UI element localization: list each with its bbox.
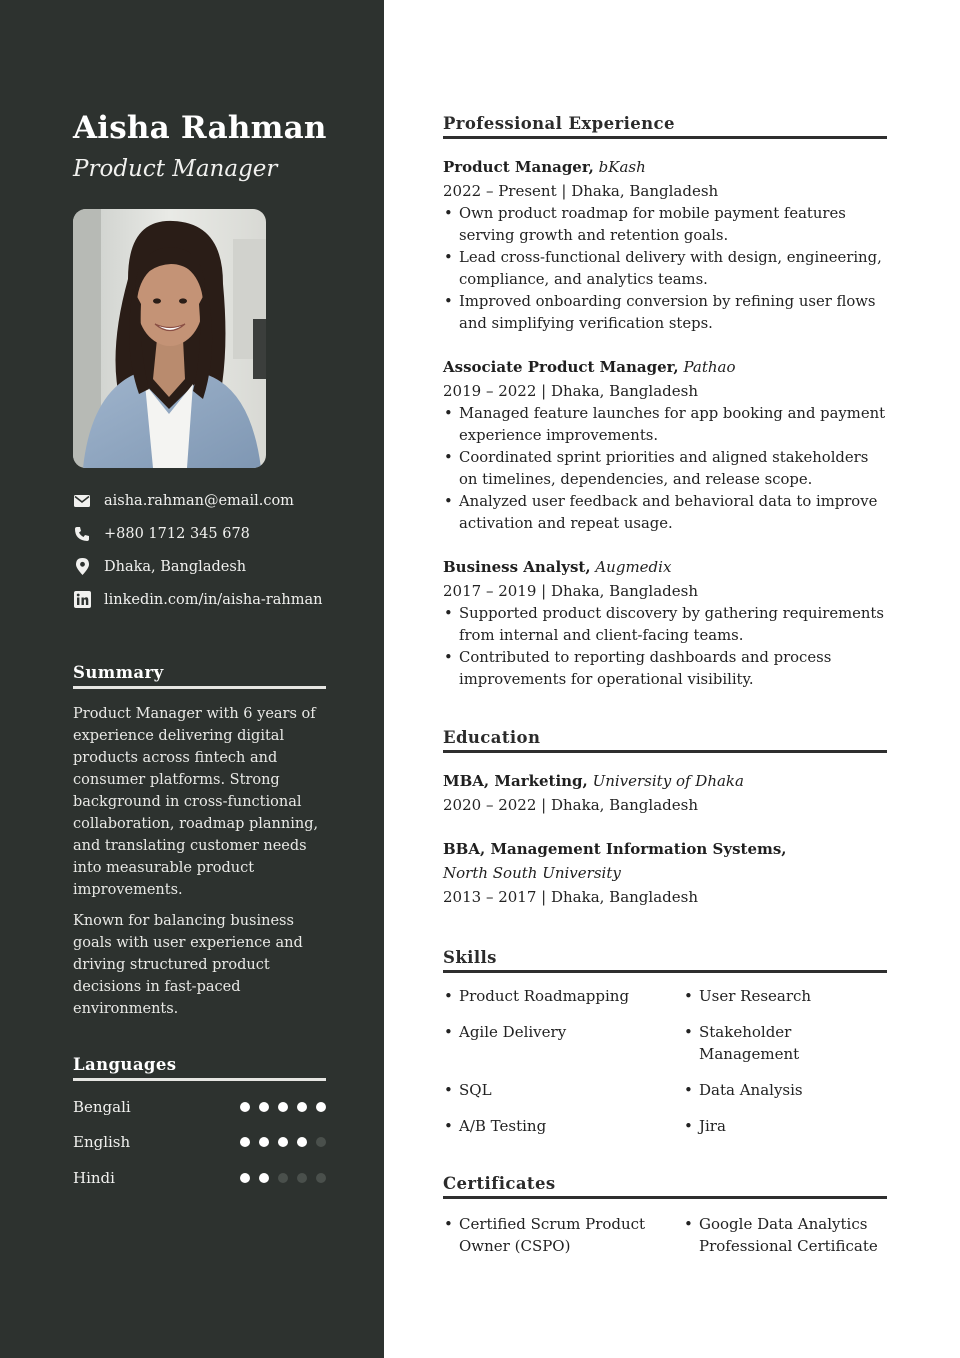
education-meta: 2020 – 2022 | Dhaka, Bangladesh: [443, 796, 698, 814]
level-dot-filled: [297, 1102, 307, 1112]
skill-item: • Jira: [683, 1115, 887, 1137]
education-degree: [443, 837, 887, 885]
contact-phone-text: +880 1712 345 678: [104, 525, 250, 542]
level-dot-filled: [240, 1102, 250, 1112]
contact-phone[interactable]: [73, 517, 353, 550]
level-dot-empty: [316, 1173, 326, 1183]
contact-linkedin-text: linkedin.com/in/aisha-rahman: [104, 591, 323, 608]
skill-item: • A/B Testing: [443, 1115, 683, 1137]
level-dot-filled: [240, 1137, 250, 1147]
level-dot-empty: [316, 1137, 326, 1147]
language-name: Bengali: [73, 1097, 131, 1116]
job-bullet: • Managed feature launches for app booking and payment experience improvements.: [443, 403, 887, 447]
job-meta: 2017 – 2019 | Dhaka, Bangladesh: [443, 582, 698, 600]
job-role: Product Manager,: [443, 158, 594, 176]
education-degree: [443, 769, 887, 793]
level-dot-empty: [278, 1173, 288, 1183]
location-pin-icon: [73, 558, 91, 576]
language-level-dots: [240, 1173, 326, 1183]
languages-section: [73, 1055, 326, 1196]
language-level-dots: [240, 1102, 326, 1112]
main-column: [443, 114, 887, 1257]
job-bullets: [443, 403, 887, 535]
job-title: [443, 155, 887, 179]
education-meta: 2013 – 2017 | Dhaka, Bangladesh: [443, 888, 698, 906]
skills-heading: Skills: [443, 948, 887, 973]
language-list: [73, 1089, 326, 1196]
certificates-section: [443, 1174, 887, 1257]
linkedin-icon: [73, 591, 91, 609]
job-bullet: • Lead cross-functional delivery with design, engineering, compliance, and analytics teams.: [443, 247, 887, 291]
certificate-item: • Certified Scrum Product Owner (CSPO): [443, 1213, 683, 1257]
level-dot-filled: [240, 1173, 250, 1183]
mail-icon: [73, 492, 91, 510]
job-title: [443, 555, 887, 579]
languages-heading: Languages: [73, 1055, 326, 1081]
language-name: English: [73, 1133, 131, 1152]
education-entry: [443, 769, 887, 817]
job-bullets: [443, 203, 887, 335]
level-dot-empty: [297, 1173, 307, 1183]
job-bullet: • Coordinated sprint priorities and aligned stakeholders on timelines, dependencies, and release scope.: [443, 447, 887, 491]
job-bullet: • Analyzed user feedback and behavioral data to improve activation and repeat usage.: [443, 491, 887, 535]
skills-section: [443, 948, 887, 1137]
skill-item: • Agile Delivery: [443, 1021, 683, 1065]
degree-name: BBA, Management Information Systems,: [443, 840, 787, 858]
summary-section: [73, 663, 326, 1020]
job-company: bKash: [598, 158, 646, 176]
level-dot-filled: [297, 1137, 307, 1147]
experience-section: [443, 114, 887, 691]
job-title: [443, 355, 887, 379]
summary-heading: Summary: [73, 663, 326, 689]
language-item: [73, 1160, 326, 1196]
sidebar: [0, 0, 384, 1358]
job-bullet: • Improved onboarding conversion by refining user flows and simplifying verification steps.: [443, 291, 887, 335]
name-block: [73, 108, 326, 184]
certificates-heading: Certificates: [443, 1174, 887, 1199]
skill-item: • Product Roadmapping: [443, 985, 683, 1007]
contact-location-text: Dhaka, Bangladesh: [104, 558, 247, 575]
phone-icon: [73, 525, 91, 543]
language-item: [73, 1125, 326, 1161]
job-bullets: [443, 603, 887, 691]
job-role: Business Analyst,: [443, 558, 591, 576]
education-section: [443, 728, 887, 909]
experience-heading: Professional Experience: [443, 114, 887, 139]
contact-location: [73, 550, 353, 583]
school-name: North South University: [443, 864, 621, 882]
job-entry: [443, 555, 887, 691]
certificates-list: [443, 1213, 887, 1257]
language-item: [73, 1089, 326, 1125]
job-bullet: • Supported product discovery by gathering requirements from internal and client-facing teams.: [443, 603, 887, 647]
education-entry: [443, 837, 887, 909]
level-dot-filled: [316, 1102, 326, 1112]
candidate-title: Product Manager: [73, 156, 278, 182]
degree-name: MBA, Marketing,: [443, 772, 588, 790]
contact-email-text: aisha.rahman@email.com: [104, 492, 294, 509]
certificate-item: • Google Data Analytics Professional Certificate: [683, 1213, 887, 1257]
summary-paragraph: Known for balancing business goals with user experience and driving structured product decisions in fast-paced environments.: [73, 913, 303, 1017]
job-bullet: • Contributed to reporting dashboards and process improvements for operational visibility.: [443, 647, 887, 691]
level-dot-filled: [259, 1173, 269, 1183]
job-meta: 2019 – 2022 | Dhaka, Bangladesh: [443, 382, 698, 400]
candidate-name: Aisha Rahman: [73, 110, 327, 146]
level-dot-filled: [259, 1137, 269, 1147]
skill-item: • Stakeholder Management: [683, 1021, 887, 1065]
job-meta: 2022 – Present | Dhaka, Bangladesh: [443, 182, 719, 200]
job-role: Associate Product Manager,: [443, 358, 679, 376]
education-heading: Education: [443, 728, 887, 753]
job-company: Pathao: [683, 358, 736, 376]
contact-linkedin[interactable]: [73, 583, 353, 616]
skill-item: • User Research: [683, 985, 887, 1007]
level-dot-filled: [278, 1137, 288, 1147]
job-company: Augmedix: [595, 558, 672, 576]
portrait-image: [73, 209, 266, 468]
skill-item: • SQL: [443, 1079, 683, 1101]
profile-photo: [73, 209, 266, 468]
skills-list: [443, 985, 887, 1137]
level-dot-filled: [259, 1102, 269, 1112]
contact-list: [73, 484, 353, 616]
contact-email[interactable]: [73, 484, 353, 517]
school-name: University of Dhaka: [592, 772, 744, 790]
job-entry: [443, 355, 887, 535]
summary-paragraph: Product Manager with 6 years of experience delivering digital products across fintech and consumer platforms. Strong background in cross-functional collaboration, roadmap planning, and translating customer needs into measurable product improvements.: [73, 706, 319, 898]
language-level-dots: [240, 1137, 326, 1147]
language-name: Hindi: [73, 1168, 115, 1187]
level-dot-filled: [278, 1102, 288, 1112]
skill-item: • Data Analysis: [683, 1079, 887, 1101]
job-bullet: • Own product roadmap for mobile payment features serving growth and retention goals.: [443, 203, 887, 247]
job-entry: [443, 155, 887, 335]
